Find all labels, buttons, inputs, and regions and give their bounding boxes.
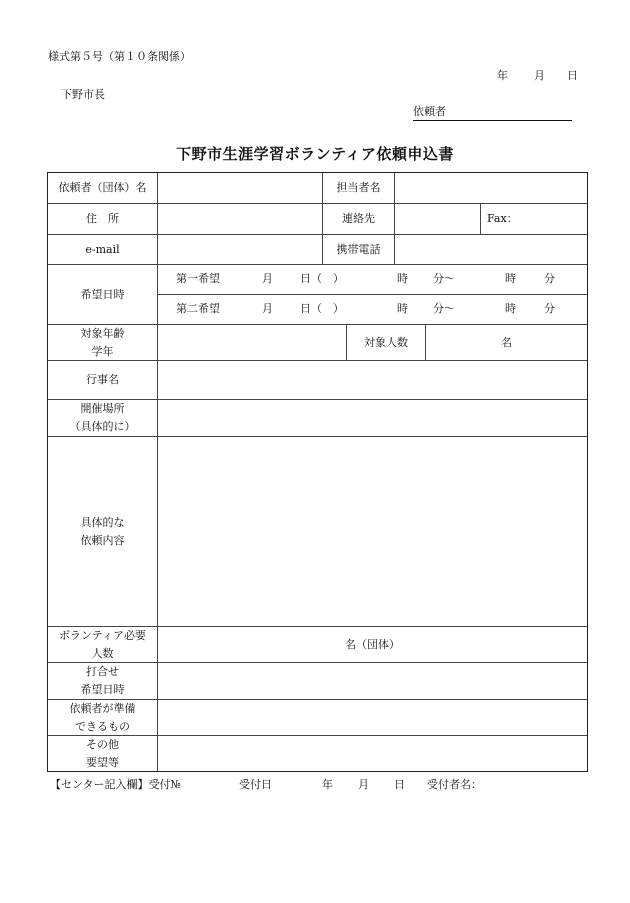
page-title: 下野市生涯学習ボランティア依頼申込書 bbox=[176, 145, 454, 163]
meeting-label bbox=[48, 663, 157, 699]
volunteers-needed-label bbox=[48, 627, 157, 662]
second-choice-label: 第二希望 bbox=[176, 302, 220, 315]
fax-label: Fax： bbox=[487, 212, 518, 225]
receiver-label: 受付者名： bbox=[426, 778, 482, 791]
meeting-field[interactable] bbox=[158, 663, 587, 699]
second-choice-hour-end: 時 bbox=[505, 302, 516, 315]
target-age-line1: 対象年齢 bbox=[80, 326, 125, 340]
requester-name-field[interactable] bbox=[158, 173, 322, 203]
person-in-charge-label: 担当者名 bbox=[336, 181, 381, 194]
second-choice-hour: 時 bbox=[397, 302, 408, 315]
person-in-charge-field[interactable] bbox=[395, 173, 587, 203]
receipt-date-label: 受付日 bbox=[238, 778, 272, 791]
target-age-field[interactable] bbox=[158, 325, 346, 360]
requester-label: 依頼者 bbox=[413, 105, 446, 118]
second-choice-minute: 分～ bbox=[433, 302, 455, 315]
volunteers-needed-field[interactable] bbox=[158, 627, 587, 662]
row-divider bbox=[157, 294, 587, 295]
volunteers-needed-line1: ボランティア必要 bbox=[58, 628, 147, 642]
meeting-line2: 希望日時 bbox=[80, 683, 125, 696]
application-form bbox=[47, 172, 588, 772]
venue-label bbox=[48, 400, 157, 436]
first-choice-minute: 分～ bbox=[433, 272, 455, 285]
venue-line1: 開催場所 bbox=[80, 402, 125, 415]
other-line2: 要望等 bbox=[86, 755, 119, 769]
form-number: 様式第５号（第１０条関係） bbox=[48, 50, 191, 63]
target-count-label: 対象人数 bbox=[364, 335, 408, 349]
prepared-items-line2: できるもの bbox=[75, 719, 130, 733]
center-section-label: 【センター記入欄】 bbox=[50, 778, 149, 791]
requester-signature-line[interactable] bbox=[413, 103, 572, 121]
details-label bbox=[48, 437, 157, 626]
prepared-items-label bbox=[48, 700, 157, 735]
target-age-line2: 学年 bbox=[91, 344, 114, 358]
details-line2: 依頼内容 bbox=[80, 533, 125, 547]
email-label: e-mail bbox=[85, 242, 120, 256]
details-field[interactable] bbox=[158, 437, 587, 626]
second-choice-minute-end: 分 bbox=[544, 302, 555, 315]
volunteers-needed-line2: 人数 bbox=[91, 646, 114, 660]
email-field[interactable] bbox=[158, 235, 322, 264]
preferred-datetime-label: 希望日時 bbox=[80, 287, 125, 301]
date-year: 年 bbox=[497, 69, 508, 82]
date-day: 日 bbox=[567, 69, 578, 82]
center-section bbox=[50, 776, 482, 792]
other-line1: その他 bbox=[86, 737, 119, 751]
volunteers-unit: 名（団体） bbox=[345, 637, 400, 651]
details-line1: 具体的な bbox=[80, 515, 125, 529]
contact-label: 連絡先 bbox=[342, 212, 375, 225]
addressee: 下野市長 bbox=[61, 88, 105, 101]
prepared-items-line1: 依頼者が準備 bbox=[69, 701, 136, 715]
venue-line2: （具体的に） bbox=[69, 420, 136, 433]
address-field[interactable] bbox=[158, 204, 322, 234]
receipt-year: 年 bbox=[321, 778, 333, 791]
meeting-line1: 打合せ bbox=[86, 665, 119, 678]
first-choice-label: 第一希望 bbox=[176, 272, 220, 285]
column-divider bbox=[480, 203, 481, 234]
date-month: 月 bbox=[534, 69, 545, 82]
target-age-label bbox=[48, 325, 157, 360]
first-choice-hour: 時 bbox=[397, 272, 408, 285]
other-field[interactable] bbox=[158, 736, 587, 771]
receipt-no-label: 受付№ bbox=[148, 778, 181, 791]
address-label: 住 所 bbox=[86, 212, 119, 225]
mobile-field[interactable] bbox=[395, 235, 587, 264]
other-label bbox=[48, 736, 157, 771]
first-choice-month: 月 bbox=[262, 272, 273, 285]
contact-field[interactable] bbox=[395, 204, 480, 234]
event-name-field[interactable] bbox=[158, 361, 587, 399]
requester-name-label: 依頼者（団体）名 bbox=[58, 181, 147, 194]
prepared-items-field[interactable] bbox=[158, 700, 587, 735]
second-choice-day: 日（ ） bbox=[300, 302, 344, 315]
people-unit: 名 bbox=[501, 335, 512, 349]
second-choice-month: 月 bbox=[262, 302, 273, 315]
target-count-field[interactable] bbox=[426, 325, 587, 360]
first-choice-hour-end: 時 bbox=[505, 272, 516, 285]
first-choice-day: 日（ ） bbox=[300, 272, 344, 285]
fax-field[interactable] bbox=[518, 204, 587, 234]
receipt-day: 日 bbox=[393, 778, 405, 791]
date-line bbox=[497, 67, 578, 83]
receipt-month: 月 bbox=[357, 778, 369, 791]
venue-field[interactable] bbox=[158, 400, 587, 436]
mobile-label: 携帯電話 bbox=[336, 242, 381, 256]
event-name-label: 行事名 bbox=[86, 373, 119, 386]
first-choice-minute-end: 分 bbox=[544, 272, 555, 285]
